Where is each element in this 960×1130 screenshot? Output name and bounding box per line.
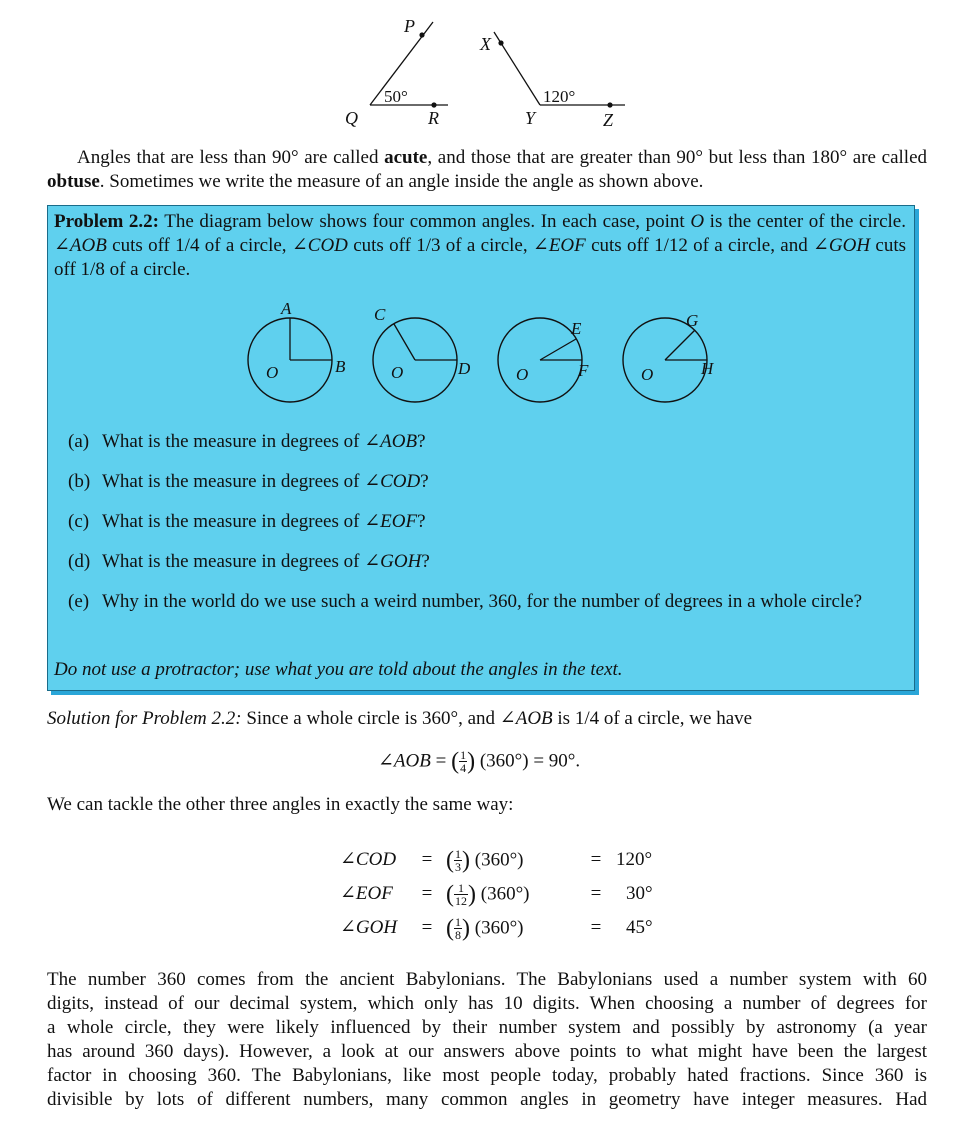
eq-mid: ( $\frac{1}{3}$ ) (360°) <box>446 846 524 874</box>
question-c <box>68 510 426 534</box>
label-X: X <box>480 34 491 54</box>
closing-line: a whole circle, they were likely influenced by their number system and possibly by astronomy (a year <box>47 1017 927 1038</box>
point-X <box>498 40 503 45</box>
question-text: What is the measure in degrees of <box>102 471 365 492</box>
intro-text-1: Angles that are less than 90° are called <box>77 147 385 168</box>
eq-mid-text: (360°) <box>480 883 530 905</box>
label-C: C <box>374 305 386 324</box>
solution-text: is 1/4 of a circle, we have <box>552 708 753 729</box>
eq-lhs: ∠AOB <box>378 750 431 772</box>
point-o-ref: O <box>690 211 705 232</box>
eq-sign: = <box>590 849 602 870</box>
eq-sign: = <box>590 917 602 938</box>
frac-num: 1 <box>460 748 467 762</box>
label-O: O <box>516 365 529 384</box>
solution-intro <box>47 707 927 731</box>
angle-measure-120: 120° <box>543 87 576 106</box>
circle-cod <box>373 305 471 402</box>
eq-sign: = <box>435 750 447 772</box>
eq-rhs: 30° <box>626 883 653 904</box>
question-end: ? <box>417 511 426 532</box>
eq-sign: = <box>590 883 602 904</box>
angle-ref: ∠COD <box>291 235 348 256</box>
eq-lhs: ∠GOH <box>340 917 398 938</box>
problem-statement <box>54 210 906 282</box>
term-acute: acute <box>384 147 428 168</box>
angle-measure-50: 50° <box>384 87 408 106</box>
label-E: E <box>571 319 582 338</box>
label-H: H <box>701 359 714 378</box>
label-P: P <box>404 16 415 36</box>
label-D: D <box>458 359 471 378</box>
label-Z: Z <box>603 110 614 130</box>
label-R: R <box>428 108 439 128</box>
closing-line: has around 360 days). However, a look at our answers above points to what might have been the largest <box>47 1041 927 1062</box>
question-label: (e) <box>68 591 90 612</box>
intro-text-3: . Sometimes we write the measure of an angle inside the angle as shown above. <box>99 171 704 192</box>
solution-text: Since a whole circle is 360°, and <box>241 708 500 729</box>
problem-box <box>47 205 915 691</box>
question-end: ? <box>420 471 429 492</box>
eq-mid-text: (360°) <box>474 849 524 871</box>
label-A: A <box>281 299 292 318</box>
problem-text: cuts off 1/12 of a circle, and <box>585 235 813 256</box>
frac-den: 8 <box>455 927 461 942</box>
circles-diagram <box>228 298 748 418</box>
eq-lhs: ∠EOF <box>340 883 393 904</box>
angle-ref: ∠AOB <box>499 708 553 729</box>
question-text: Why in the world do we use such a weird number, 360, for the number of degrees in a whole circle? <box>102 591 863 612</box>
question-a <box>68 430 426 454</box>
angle-ref: ∠AOB <box>364 431 418 452</box>
angle-ref: ∠EOF <box>532 235 586 256</box>
problem-text: cuts off 1/3 of a circle, <box>347 235 533 256</box>
frac-den: 12 <box>455 893 467 908</box>
eq-sign: = <box>421 849 433 870</box>
point-R <box>431 102 436 107</box>
question-label: (d) <box>68 551 91 572</box>
frac-num: 1 <box>454 882 468 895</box>
closing-line: factor in choosing 360. The Babylonians, like most people today, probably hated fractions. Since 360 is <box>47 1065 927 1086</box>
label-Q: Q <box>345 108 358 128</box>
equation-table <box>340 843 676 945</box>
label-O: O <box>266 363 279 382</box>
problem-text: cuts off 1/4 of a circle, <box>106 235 292 256</box>
intro-paragraph <box>47 146 927 194</box>
label-O: O <box>641 365 654 384</box>
circle-aob <box>248 299 346 402</box>
problem-text: is the center of the circle. <box>704 211 906 232</box>
eq-sign: = <box>421 917 433 938</box>
label-F: F <box>578 361 589 380</box>
eq-mid: ( $\frac{1}{12}$ ) (360°) <box>446 880 530 908</box>
angle-ref: ∠AOB <box>54 235 107 256</box>
label-Y: Y <box>525 108 536 128</box>
fraction-one-quarter <box>459 749 467 774</box>
problem-note: Do not use a protractor; use what you are told about the angles in the text. <box>54 659 623 680</box>
eq-lhs: ∠COD <box>340 849 397 870</box>
question-end: ? <box>417 431 426 452</box>
closing-paragraph <box>47 968 927 1112</box>
point-Z <box>607 102 612 107</box>
label-O: O <box>391 363 404 382</box>
eq-rhs: 120° <box>616 849 653 870</box>
frac-den: 3 <box>455 859 461 874</box>
question-text: What is the measure in degrees of <box>102 431 365 452</box>
question-text: What is the measure in degrees of <box>102 511 365 532</box>
question-label: (a) <box>68 431 90 452</box>
question-b <box>68 470 429 494</box>
question-end: ? <box>421 551 430 572</box>
angle-figure <box>330 12 650 130</box>
question-label: (c) <box>68 511 90 532</box>
eq-rhs: = 90°. <box>533 750 581 772</box>
eq-mid-text: (360°) <box>474 917 524 939</box>
eq-rhs: 45° <box>626 917 653 938</box>
closing-line: digits, instead of our decimal system, which only has 10 digits. When choosing a number of degrees for <box>47 993 927 1014</box>
circle-eof <box>498 318 589 402</box>
question-label: (b) <box>68 471 91 492</box>
frac-den: 4 <box>460 761 467 775</box>
intro-text-2: , and those that are greater than 90° but less than 180° are called <box>427 147 927 168</box>
problem-text: The diagram below shows four common angles. In each case, point <box>159 211 691 232</box>
label-G: G <box>686 311 699 330</box>
problem-text: cuts off 1/8 of a circle. <box>54 235 907 280</box>
question-e <box>68 590 908 614</box>
eq-sign: = <box>421 883 433 904</box>
eq-mid: (360°) <box>479 750 529 772</box>
circle-goh <box>623 311 715 402</box>
label-B: B <box>335 357 346 376</box>
equation-row <box>340 843 676 877</box>
equation-aob: ∠AOB = ( $\frac{1}{4}$ ) (360°) = 90°. <box>378 748 581 775</box>
closing-line: The number 360 comes from the ancient Babylonians. The Babylonians used a number system with 60 <box>47 969 927 990</box>
closing-line: divisible by lots of different numbers, many common angles in geometry have integer measures. Had <box>47 1089 927 1110</box>
term-obtuse: obtuse <box>47 171 100 192</box>
angle-ref: ∠GOH <box>364 551 422 572</box>
angle-ref: ∠EOF <box>364 511 418 532</box>
solution-label: Solution for Problem 2.2: <box>47 708 242 729</box>
equation-row <box>340 877 676 911</box>
angle-ref: ∠COD <box>364 471 421 492</box>
question-d <box>68 550 430 574</box>
eq-mid: ( $\frac{1}{8}$ ) (360°) <box>446 914 524 942</box>
angle-ref: ∠GOH <box>813 235 871 256</box>
question-text: What is the measure in degrees of <box>102 551 365 572</box>
solution-followup: We can tackle the other three angles in exactly the same way: <box>47 794 514 815</box>
equation-row <box>340 911 676 945</box>
problem-label: Problem 2.2: <box>54 211 159 232</box>
point-P <box>419 32 424 37</box>
frac-num: 1 <box>455 914 461 929</box>
frac-num: 1 <box>455 846 461 861</box>
